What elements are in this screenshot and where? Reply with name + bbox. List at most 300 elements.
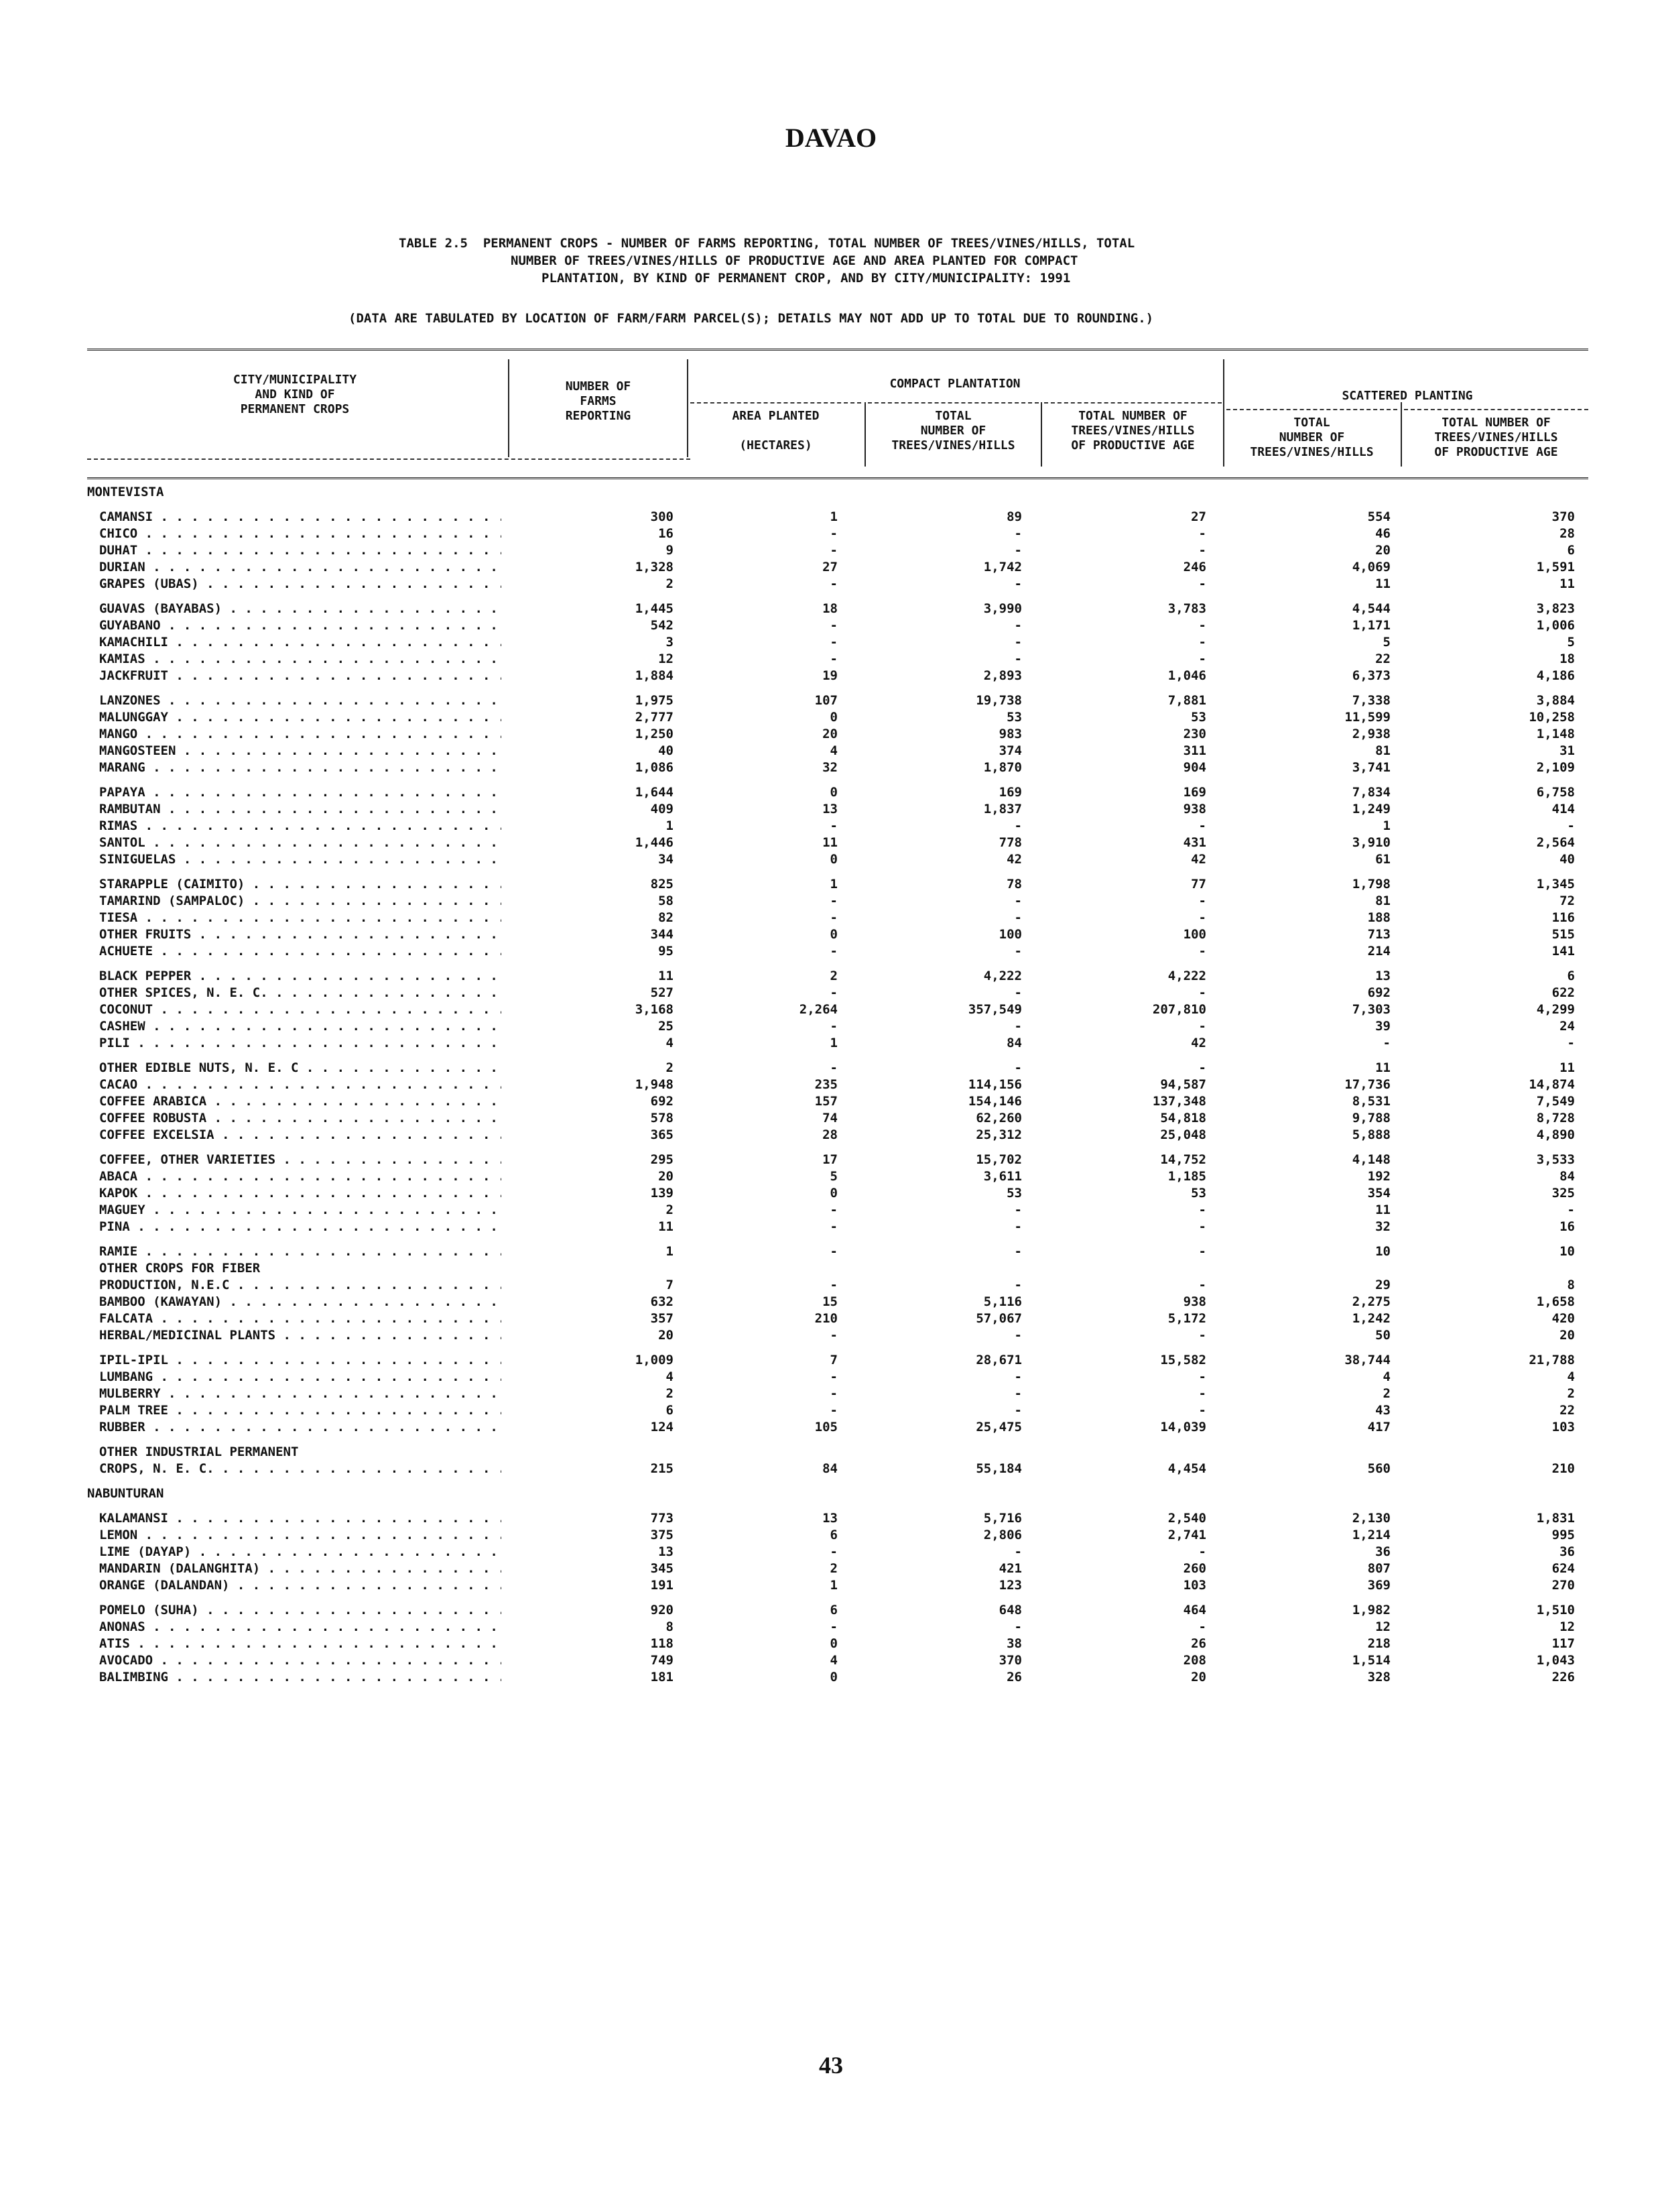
farms-reporting-cell: 1,250	[635, 727, 674, 741]
farms-reporting-cell: 40	[658, 743, 674, 758]
area-planted-cell: 18	[822, 601, 838, 616]
compact-total-cell: -	[1014, 652, 1022, 666]
compact-total-cell: 57,067	[976, 1311, 1022, 1326]
compact-total-cell: 3,990	[983, 601, 1022, 616]
scattered-total-cell: 214	[1367, 944, 1391, 959]
area-planted-cell: -	[830, 1244, 838, 1259]
scattered-total-cell: 192	[1367, 1169, 1391, 1184]
compact-total-cell: -	[1014, 1544, 1022, 1559]
table-row	[0, 1669, 1662, 1685]
farms-reporting-header: NUMBER OF FARMS REPORTING	[565, 379, 631, 423]
compact-productive-cell: 938	[1183, 802, 1206, 816]
crop-name: TIESA . . .	[99, 910, 501, 926]
area-planted-cell: -	[830, 910, 838, 925]
crop-name: CACAO . . .	[99, 1077, 501, 1093]
column-divider	[508, 359, 509, 457]
crop-name: MANGO . . .	[99, 726, 501, 742]
compact-total-cell: 15,702	[976, 1152, 1022, 1167]
compact-total-cell: 53	[1007, 710, 1022, 725]
compact-productive-cell: -	[1198, 1060, 1206, 1075]
farms-reporting-cell: 95	[658, 944, 674, 959]
compact-productive-cell: -	[1198, 1369, 1206, 1384]
scattered-total-cell: 328	[1367, 1670, 1391, 1684]
scattered-total-cell: 713	[1367, 927, 1391, 942]
area-planted-cell: 0	[830, 1186, 838, 1201]
crop-name: MALUNGGAY . . .	[99, 709, 501, 725]
scattered-total-cell: 9,788	[1352, 1111, 1391, 1125]
area-planted-cell: 107	[814, 693, 838, 708]
farms-reporting-cell: 1,446	[635, 835, 674, 850]
table-row	[0, 1386, 1662, 1402]
scattered-productive-cell: 1,658	[1536, 1294, 1575, 1309]
area-planted-cell: -	[830, 526, 838, 541]
table-row	[0, 1077, 1662, 1093]
crop-name: COFFEE, OTHER VARIETIES . . .	[99, 1152, 501, 1168]
area-planted-cell: 0	[830, 785, 838, 800]
compact-productive-cell: -	[1198, 618, 1206, 633]
farms-reporting-cell: 344	[650, 927, 674, 942]
compact-productive-cell: -	[1198, 1386, 1206, 1401]
compact-total-cell: 357,549	[968, 1002, 1022, 1017]
compact-productive-cell: 25,048	[1160, 1127, 1206, 1142]
farms-reporting-cell: 215	[650, 1461, 674, 1476]
farms-reporting-cell: 139	[650, 1186, 674, 1201]
table-row	[0, 1619, 1662, 1635]
compact-total-cell: 26	[1007, 1670, 1022, 1684]
scattered-productive-cell: 414	[1551, 802, 1575, 816]
table-row	[0, 1018, 1662, 1034]
compact-total-cell: -	[1014, 1060, 1022, 1075]
area-planted-cell: -	[830, 1219, 838, 1234]
compact-total-cell: -	[1014, 985, 1022, 1000]
compact-total-cell: 5,116	[983, 1294, 1022, 1309]
area-planted-cell: 7	[830, 1353, 838, 1367]
scattered-total-cell: 1,214	[1352, 1528, 1391, 1542]
compact-total-cell: 648	[999, 1603, 1022, 1617]
compact-productive-cell: 137,348	[1152, 1094, 1206, 1109]
compact-productive-cell: 1,046	[1167, 668, 1206, 683]
page-number: 43	[819, 2052, 843, 2079]
crop-name: LIME (DAYAP) . . .	[99, 1544, 501, 1560]
area-planted-cell: -	[830, 543, 838, 558]
table-row	[0, 743, 1662, 759]
area-planted-cell: -	[830, 1386, 838, 1401]
crop-name: MAGUEY . . .	[99, 1202, 501, 1218]
crop-name: RAMIE . . .	[99, 1243, 501, 1259]
farms-reporting-cell: 1,975	[635, 693, 674, 708]
table-row	[0, 668, 1662, 684]
scattered-total-cell: 2,938	[1352, 727, 1391, 741]
farms-reporting-cell: 1,884	[635, 668, 674, 683]
table-row	[0, 818, 1662, 834]
table-row	[0, 1185, 1662, 1201]
farms-reporting-cell: 920	[650, 1603, 674, 1617]
compact-total-cell: 1,870	[983, 760, 1022, 775]
compact-total-cell: -	[1014, 818, 1022, 833]
scattered-productive-cell: 420	[1551, 1311, 1575, 1326]
page-title: DAVAO	[785, 123, 877, 153]
scattered-total-cell: 1,242	[1352, 1311, 1391, 1326]
farms-reporting-cell: 34	[658, 852, 674, 867]
scattered-productive-cell: 210	[1551, 1461, 1575, 1476]
area-planted-cell: 4	[830, 743, 838, 758]
table-row	[0, 1327, 1662, 1343]
scattered-total-cell: 13	[1375, 969, 1391, 983]
scattered-productive-cell: 4,890	[1536, 1127, 1575, 1142]
scattered-total-cell: 354	[1367, 1186, 1391, 1201]
farms-reporting-cell: 375	[650, 1528, 674, 1542]
scattered-productive-cell: 1,831	[1536, 1511, 1575, 1526]
area-planted-cell: 1	[830, 1578, 838, 1593]
compact-productive-cell: 208	[1183, 1653, 1206, 1668]
farms-reporting-cell: 409	[650, 802, 674, 816]
farms-reporting-cell: 1,445	[635, 601, 674, 616]
compact-productive-cell: 20	[1191, 1670, 1206, 1684]
compact-total-cell: -	[1014, 1619, 1022, 1634]
table-row	[0, 1544, 1662, 1560]
farms-reporting-cell: 632	[650, 1294, 674, 1309]
scattered-total-cell: 554	[1367, 509, 1391, 524]
compact-productive-cell: 100	[1183, 927, 1206, 942]
compact-total-cell: -	[1014, 618, 1022, 633]
scattered-productive-cell: 2,564	[1536, 835, 1575, 850]
section-heading-row	[0, 1485, 1662, 1501]
compact-productive-cell: 230	[1183, 727, 1206, 741]
scattered-total-cell: 807	[1367, 1561, 1391, 1576]
area-planted-cell: 1	[830, 877, 838, 892]
farms-reporting-cell: 365	[650, 1127, 674, 1142]
compact-productive-cell: 2,741	[1167, 1528, 1206, 1542]
scattered-productive-cell: 270	[1551, 1578, 1575, 1593]
municipality-name: NABUNTURAN	[87, 1486, 164, 1501]
farms-reporting-cell: 2	[665, 576, 674, 591]
table-row	[0, 1243, 1662, 1259]
compact-total-cell: 100	[999, 927, 1022, 942]
compact-productive-cell: -	[1198, 1219, 1206, 1234]
compact-total-cell: 84	[1007, 1036, 1022, 1050]
scattered-productive-cell: 3,533	[1536, 1152, 1575, 1167]
column-divider	[687, 359, 688, 457]
crop-name: DURIAN . . .	[99, 559, 501, 575]
scattered-productive-cell: 1,148	[1536, 727, 1575, 741]
scattered-total-cell: 4,069	[1352, 560, 1391, 574]
crop-name: OTHER EDIBLE NUTS, N. E. C . . .	[99, 1060, 501, 1076]
crop-name: BLACK PEPPER . . .	[99, 968, 501, 984]
scattered-productive-cell: 2,109	[1536, 760, 1575, 775]
table-row	[0, 926, 1662, 942]
crop-name: PAPAYA . . .	[99, 784, 501, 800]
crop-name: BAMBOO (KAWAYAN) . . .	[99, 1294, 501, 1310]
scattered-productive-cell: 6,758	[1536, 785, 1575, 800]
compact-productive-cell: 4,222	[1167, 969, 1206, 983]
scattered-total-cell: 81	[1375, 743, 1391, 758]
area-planted-cell: 13	[822, 802, 838, 816]
compact-productive-header: TOTAL NUMBER OF TREES/VINES/HILLS OF PRODUCTIVE AGE	[1044, 402, 1222, 453]
table-row	[0, 910, 1662, 926]
table-row	[0, 1035, 1662, 1051]
section-heading-row	[0, 484, 1662, 500]
table-row	[0, 1277, 1662, 1293]
scattered-total-cell: 2,130	[1352, 1511, 1391, 1526]
crop-name: OTHER INDUSTRIAL PERMANENT	[99, 1445, 299, 1459]
area-planted-cell: 20	[822, 727, 838, 741]
area-planted-cell: 1	[830, 509, 838, 524]
area-planted-cell: -	[830, 818, 838, 833]
compact-productive-cell: 77	[1191, 877, 1206, 892]
area-planted-cell: -	[830, 576, 838, 591]
crop-name: MANDARIN (DALANGHITA) . . .	[99, 1560, 501, 1577]
area-planted-cell: 235	[814, 1077, 838, 1092]
area-planted-cell: -	[830, 1328, 838, 1343]
compact-productive-cell: 938	[1183, 1294, 1206, 1309]
compact-total-cell: -	[1014, 1386, 1022, 1401]
scattered-productive-cell: 624	[1551, 1561, 1575, 1576]
table-row	[0, 1369, 1662, 1385]
compact-productive-cell: -	[1198, 910, 1206, 925]
table-row	[0, 1310, 1662, 1327]
compact-productive-cell: 42	[1191, 1036, 1206, 1050]
scattered-total-cell: 11	[1375, 576, 1391, 591]
scattered-total-cell: 1,514	[1352, 1653, 1391, 1668]
compact-total-cell: 421	[999, 1561, 1022, 1576]
compact-total-cell: 38	[1007, 1636, 1022, 1651]
scattered-total-cell: 5	[1383, 635, 1391, 650]
area-planted-cell: 5	[830, 1169, 838, 1184]
scattered-productive-cell: 226	[1551, 1670, 1575, 1684]
farms-reporting-cell: 25	[658, 1019, 674, 1034]
table-row	[0, 1461, 1662, 1477]
farms-reporting-cell: 2	[665, 1060, 674, 1075]
crop-name: PRODUCTION, N.E.C . . .	[99, 1277, 501, 1293]
farms-reporting-cell: 4	[665, 1036, 674, 1050]
scattered-productive-cell: 20	[1559, 1328, 1575, 1343]
scattered-productive-cell: 10,258	[1529, 710, 1575, 725]
scattered-productive-cell: 6	[1567, 969, 1575, 983]
crop-name: RAMBUTAN . . .	[99, 801, 501, 817]
scattered-total-cell: 8,531	[1352, 1094, 1391, 1109]
table-row	[0, 1444, 1662, 1460]
compact-total-cell: -	[1014, 1219, 1022, 1234]
farms-reporting-cell: 357	[650, 1311, 674, 1326]
compact-productive-cell: 431	[1183, 835, 1206, 850]
area-planted-cell: 0	[830, 1636, 838, 1651]
compact-total-cell: -	[1014, 1369, 1022, 1384]
scattered-productive-cell: 515	[1551, 927, 1575, 942]
crop-name: MARANG . . .	[99, 759, 501, 776]
farms-reporting-cell: 20	[658, 1169, 674, 1184]
compact-total-cell: 78	[1007, 877, 1022, 892]
scattered-total-cell: 369	[1367, 1578, 1391, 1593]
scattered-total-cell: 7,834	[1352, 785, 1391, 800]
table-row	[0, 876, 1662, 892]
farms-reporting-cell: 295	[650, 1152, 674, 1167]
scattered-productive-cell: 84	[1559, 1169, 1575, 1184]
compact-productive-cell: -	[1198, 526, 1206, 541]
stub-header: CITY/MUNICIPALITY AND KIND OF PERMANENT CROPS	[233, 373, 357, 416]
scattered-total-cell: 1,798	[1352, 877, 1391, 892]
column-divider	[1223, 359, 1224, 467]
scattered-total-cell: 12	[1375, 1619, 1391, 1634]
crop-name: POMELO (SUHA) . . .	[99, 1602, 501, 1618]
stub-header-rule	[87, 458, 690, 460]
area-planted-cell: -	[830, 985, 838, 1000]
table-row	[0, 1602, 1662, 1618]
scattered-total-cell: 50	[1375, 1328, 1391, 1343]
scattered-planting-header: SCATTERED PLANTING	[1342, 389, 1473, 403]
scattered-total-cell: 417	[1367, 1420, 1391, 1434]
compact-productive-cell: -	[1198, 1619, 1206, 1634]
farms-reporting-cell: 58	[658, 894, 674, 908]
farms-reporting-cell: 8	[665, 1619, 674, 1634]
scattered-productive-cell: 14,874	[1529, 1077, 1575, 1092]
area-planted-cell: 2,264	[799, 1002, 838, 1017]
scattered-productive-cell: 40	[1559, 852, 1575, 867]
table-row	[0, 1652, 1662, 1668]
area-planted-cell: 105	[814, 1420, 838, 1434]
table-caption-line-3: PLANTATION, BY KIND OF PERMANENT CROP, AND BY CITY/MUNICIPALITY: 1991	[541, 271, 1071, 286]
crop-name: JACKFRUIT . . .	[99, 668, 501, 684]
farms-reporting-cell: 4	[665, 1369, 674, 1384]
table-row	[0, 651, 1662, 667]
area-planted-cell: 0	[830, 927, 838, 942]
scattered-productive-cell: 4	[1567, 1369, 1575, 1384]
farms-reporting-cell: 12	[658, 652, 674, 666]
table-row	[0, 759, 1662, 776]
area-planted-cell: 32	[822, 760, 838, 775]
column-divider	[1401, 402, 1402, 467]
farms-reporting-cell: 825	[650, 877, 674, 892]
table-row	[0, 1527, 1662, 1543]
table-row	[0, 1093, 1662, 1109]
crop-name: ORANGE (DALANDAN) . . .	[99, 1577, 501, 1593]
compact-total-cell: 2,806	[983, 1528, 1022, 1542]
scattered-total-cell: 7,303	[1352, 1002, 1391, 1017]
compact-productive-cell: -	[1198, 894, 1206, 908]
compact-total-cell: 169	[999, 785, 1022, 800]
scattered-total-cell: 692	[1367, 985, 1391, 1000]
compact-total-cell: 25,312	[976, 1127, 1022, 1142]
area-planted-cell: -	[830, 1019, 838, 1034]
table-row	[0, 1127, 1662, 1143]
farms-reporting-cell: 749	[650, 1653, 674, 1668]
scattered-total-cell: 2	[1383, 1386, 1391, 1401]
compact-productive-cell: -	[1198, 1019, 1206, 1034]
table-header-bottom-rule	[87, 477, 1588, 479]
area-planted-cell: -	[830, 944, 838, 959]
scattered-productive-cell: 7,549	[1536, 1094, 1575, 1109]
compact-total-cell: 3,611	[983, 1169, 1022, 1184]
farms-reporting-cell: 692	[650, 1094, 674, 1109]
crop-name: PALM TREE . . .	[99, 1402, 501, 1418]
crop-name: ABACA . . .	[99, 1168, 501, 1184]
compact-total-cell: 4,222	[983, 969, 1022, 983]
scattered-total-cell: 7,338	[1352, 693, 1391, 708]
table-row	[0, 526, 1662, 542]
farms-reporting-cell: 191	[650, 1578, 674, 1593]
compact-productive-cell: 464	[1183, 1603, 1206, 1617]
compact-productive-cell: 42	[1191, 852, 1206, 867]
scattered-total-cell: 10	[1375, 1244, 1391, 1259]
crop-name: LUMBANG . . .	[99, 1369, 501, 1385]
table-row	[0, 617, 1662, 633]
area-planted-cell: 15	[822, 1294, 838, 1309]
crop-name: COFFEE ROBUSTA . . .	[99, 1110, 501, 1126]
compact-productive-cell: -	[1198, 1278, 1206, 1292]
compact-total-cell: -	[1014, 543, 1022, 558]
area-planted-cell: 84	[822, 1461, 838, 1476]
scattered-total-cell: 5,888	[1352, 1127, 1391, 1142]
scattered-total-cell: 11,599	[1344, 710, 1391, 725]
scattered-productive-cell: 325	[1551, 1186, 1575, 1201]
scattered-total-cell: 1,171	[1352, 618, 1391, 633]
area-planted-cell: -	[830, 1278, 838, 1292]
compact-total-cell: -	[1014, 526, 1022, 541]
compact-productive-cell: 207,810	[1152, 1002, 1206, 1017]
area-planted-cell: 0	[830, 852, 838, 867]
crop-name: BALIMBING . . .	[99, 1669, 501, 1685]
area-planted-cell: -	[830, 1369, 838, 1384]
crop-name: RIMAS . . .	[99, 818, 501, 834]
scattered-total-cell: 39	[1375, 1019, 1391, 1034]
compact-total-cell: 154,146	[968, 1094, 1022, 1109]
compact-productive-cell: 14,039	[1160, 1420, 1206, 1434]
crop-name: RUBBER . . .	[99, 1419, 501, 1435]
crop-name: AVOCADO . . .	[99, 1652, 501, 1668]
table-row	[0, 1001, 1662, 1018]
farms-reporting-cell: 1	[665, 818, 674, 833]
area-planted-cell: 1	[830, 1036, 838, 1050]
scattered-productive-cell: 1,006	[1536, 618, 1575, 633]
area-planted-cell: 28	[822, 1127, 838, 1142]
scattered-total-cell: 6,373	[1352, 668, 1391, 683]
crop-name: GUYABANO . . .	[99, 617, 501, 633]
scattered-total-cell: 20	[1375, 543, 1391, 558]
table-row	[0, 1152, 1662, 1168]
compact-productive-cell: 15,582	[1160, 1353, 1206, 1367]
scattered-total-cell: 11	[1375, 1203, 1391, 1217]
crop-name: ATIS . . .	[99, 1636, 501, 1652]
crop-name: PILI . . .	[99, 1035, 501, 1051]
compact-total-cell: 55,184	[976, 1461, 1022, 1476]
scattered-productive-cell: 1,591	[1536, 560, 1575, 574]
compact-productive-cell: 53	[1191, 710, 1206, 725]
scattered-productive-cell: 8	[1567, 1278, 1575, 1292]
municipality-name: MONTEVISTA	[87, 485, 164, 499]
table-row	[0, 968, 1662, 984]
crop-name: ACHUETE . . .	[99, 943, 501, 959]
crop-name: LANZONES . . .	[99, 692, 501, 709]
crop-name: GRAPES (UBAS) . . .	[99, 576, 501, 592]
crop-name: GUAVAS (BAYABAS) . . .	[99, 601, 501, 617]
table-row	[0, 1110, 1662, 1126]
table-row	[0, 542, 1662, 558]
scattered-productive-cell: 995	[1551, 1528, 1575, 1542]
compact-productive-cell: 1,185	[1167, 1169, 1206, 1184]
farms-reporting-cell: 2,777	[635, 710, 674, 725]
crop-name: COFFEE EXCELSIA . . .	[99, 1127, 501, 1143]
scattered-productive-cell: -	[1567, 1036, 1575, 1050]
table-row	[0, 559, 1662, 575]
compact-plantation-header: COMPACT PLANTATION	[889, 377, 1021, 391]
farms-reporting-cell: 118	[650, 1636, 674, 1651]
compact-productive-cell: 904	[1183, 760, 1206, 775]
compact-total-cell: -	[1014, 1328, 1022, 1343]
crop-name: OTHER FRUITS . . .	[99, 926, 501, 942]
table-row	[0, 835, 1662, 851]
scattered-productive-cell: 6	[1567, 543, 1575, 558]
scattered-total-cell: 4,148	[1352, 1152, 1391, 1167]
area-planted-cell: -	[830, 652, 838, 666]
